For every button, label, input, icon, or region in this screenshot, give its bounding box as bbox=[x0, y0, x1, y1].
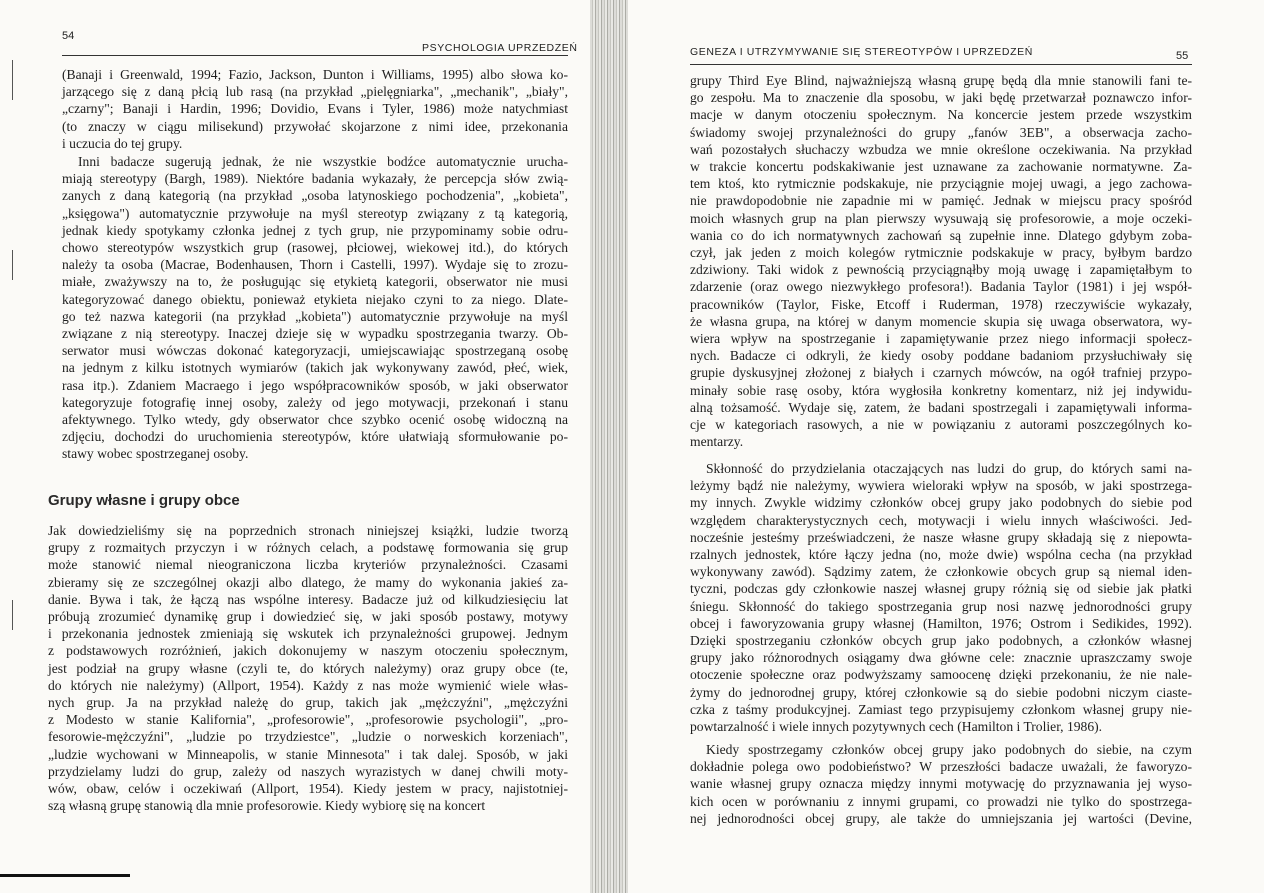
header-rule bbox=[690, 64, 1192, 65]
scan-margin-mark bbox=[12, 60, 13, 100]
paragraph: grupy Third Eye Blind, najważniejszą własną grupę będą dla mnie stanowili fani te- go zespołu. Ma to znaczenie dla sposobu, w jaki będę przetwarzał poznawczo infor- macje w danym otoczeniu społecznym. Na koncercie jestem przede wszystkim świadomy swojej przynależności do grupy „fanów 3EB", a obserwacja zacho- wań pozostałych słuchaczy wzbudza we mnie określone oczekiwania. Na przykład w trakcie koncertu podskakiwanie jest uznawane za zachowanie normatywne. Za- tem ktoś, kto rytmicznie podskakuje, nie przyciągnie mojej uwagi, a jego zachowa- nie prawdopodobnie nie zapadnie mi w pamięć. Jednak w miejscu pracy spośród moich własnych grup na plan pierwszy wysuwają się profesorowie, a moje oczeki- wania co do ich normatywnych zachowań są zupełnie inne. Dlatego gdybym zoba- czył, jak jeden z moich kolegów rytmicznie podskakuje w pracy, byłbym bardzo zdziwiony. Taki widok z pewnością przyciągnąłby moją uwagę i zapamiętałbym to zdarzenie (oraz owego niezwykłego profesora!). Badania Taylor (1981) i jej współ- pracowników (Taylor, Fiske, Etcoff i Ruderman, 1978) rzeczywiście wykazały, że własna grupa, na której w danym momencie skupia się uwaga obserwatora, wy- wiera wpływ na spostrzeganie i zapamiętywanie przez niego informacji społecz- nych. Badacze ci odkryli, że kiedy osoby poddane badaniom przysłuchiwały się grupie dyskusyjnej złożonej z białych i czarnych mówców, na ogół trafniej przypo- minały sobie rasę osoby, która wygłosiła konkretny komentarz, niż jej indywidu- alną tożsamość. Wydaje się, zatem, że badani spostrzegali i zapamiętywali informa- cje w kategoriach rasowych, a nie w powiązaniu z autorami poszczególnych ko- mentarzy. bbox=[690, 73, 1192, 450]
right-page bbox=[628, 0, 1264, 893]
scan-margin-mark bbox=[12, 600, 13, 630]
paragraph: Inni badacze sugerują jednak, że nie wszystkie bodźce automatycznie urucha- miają stereotypy (Bargh, 1989). Niektóre badania wykazały, że percepcja słów zwią- zanych z daną kategorią (na przykład „osoba latynoskiego pochodzenia", „kobieta", „księgowa") automatycznie przywołuje na myśl stereotyp związany z tą kategorią, jednak kiedy spotykamy członka jednej z tych grup, nie przypominamy sobie odru- chowo stereotypów wszystkich grup (rasowej, płciowej, wiekowej itd.), do których należy ta osoba (Macrae, Bodenhausen, Thorn i Castelli, 1997). Wydaje się to zrozu- miałe, zważywszy na to, że posługując się etykietą kategorii, obserwator nie musi kategoryzować danego obiektu, ponieważ etykieta niejako czyni to za niego. Dlate- go też nazwa kategorii (na przykład „kobieta") automatycznie przywołuje na myśl związane z nią stereotypy. Inaczej dzieje się w wypadku spostrzegania twarzy. Ob- serwator musi wówczas dokonać kategoryzacji, umiejscawiając spostrzeganą osobę na jednym z kilku istotnych wymiarów (takich jak wykonywany zawód, płeć, wiek, rasa itp.). Zdaniem Macraego i jego współpracowników sposób, w jaki obserwator kategoryzuje fotografię innej osoby, zależy od jego motywacji, przekonań i stanu afektywnego. Tylko wtedy, gdy obserwator chce szybko ocenić osobę widoczną na zdjęciu, dochodzi do uruchomienia stereotypów, które ułatwiają sformułowanie po- stawy wobec spostrzeganej osoby. bbox=[62, 154, 568, 462]
page-number: 54 bbox=[62, 30, 75, 42]
section-heading: Grupy własne i grupy obce bbox=[48, 492, 240, 509]
scan-margin-mark bbox=[12, 250, 13, 280]
paragraph: (Banaji i Greenwald, 1994; Fazio, Jackson, Dunton i Williams, 1995) albo słowa ko- jarzącego się z daną płcią lub rasą (na przykład „pielęgniarka", „mechanik", „biały", „czarny"; Banaji i Hardin, 1996; Dovidio, Evans i Tyler, 1986) może natychmiast (to znaczy w ciągu milisekund) przywołać skojarzone z nimi idee, przekonania i uczucia do tej grupy. bbox=[62, 67, 568, 151]
running-head: GENEZA I UTRZYMYWANIE SIĘ STEREOTYPÓW I UPRZEDZEŃ bbox=[690, 46, 1033, 58]
running-head: PSYCHOLOGIA UPRZEDZEŃ bbox=[422, 42, 578, 54]
paragraph: Kiedy spostrzegamy członków obcej grupy jako podobnych do siebie, na czym dokładnie polega owo podobieństwo? W przeszłości badacze uważali, że faworyzo- wanie własnej grupy oznacza między innymi motywację do przyznawania jej wyso- kich ocen w porównaniu z innymi grupami, co prowadzi nie tylko do spostrzega- nej jednorodności obcej grupy, ale także do umniejszania jej wartości (Devine, bbox=[690, 742, 1192, 826]
paragraph: Jak dowiedzieliśmy się na poprzednich stronach niniejszej książki, ludzie tworzą grupy z rozmaitych przyczyn i w różnych celach, a podstawę formowania się grup może stanowić niemal nieograniczona liczba kryteriów przynależności. Czasami zbieramy się ze szczególnej okazji albo dlatego, że mamy do wykonania jakieś za- danie. Bywa i tak, że łączą nas wspólne interesy. Badacze już od kilkudziesięciu lat próbują zrozumieć dynamikę grup i dowiedzieć się, w jaki sposób postawy, motywy i przekonania jednostek zmieniają się wskutek ich przynależności grupowej. Jednym z podstawowych rozróżnień, jakich dokonujemy w naszym otoczeniu społecznym, jest podział na grupy własne (czyli te, do których należymy) oraz grupy obce (te, do których nie należymy) (Allport, 1954). Każdy z nas może wymienić wiele włas- nych grup. Ja na przykład należę do grup, takich jak „mężczyźni", „mężczyźni z Modesto w stanie Kalifornia", „profesorowie", „profesorowie psychologii", „pro- fesorowie-mężczyźni", „ludzie po trzydziestce", „ludzie o norweskich korzeniach", „ludzie wychowani w Minneapolis, w stanie Minnesota" i tak dalej. Sposób, w jaki przydzielamy ludzi do grup, zależy od naszych wyrazistych w danej chwili moty- wów, obaw, celów i oczekiwań (Allport, 1954). Kiedy jestem w pracy, najistotniej- szą własną grupę stanowią dla mnie profesorowie. Kiedy wybiorę się na koncert bbox=[48, 523, 568, 814]
scan-edge-bar bbox=[0, 874, 130, 877]
page-number: 55 bbox=[1176, 50, 1189, 62]
header-rule bbox=[62, 55, 568, 56]
left-page bbox=[0, 0, 600, 893]
paragraph: Skłonność do przydzielania otaczających nas ludzi do grup, do których sami na- leżymy bądź nie należymy, wywiera wieloraki wpływ na sposób, w jaki spostrzega- my innych. Zwykle widzimy członków obcej grupy jako podobnych do siebie pod względem charakterystycznych cech, motywacji i wielu innych właściwości. Jed- nocześnie jesteśmy przeświadczeni, że nasze własne grupy składają się z niepowta- rzalnych jednostek, które łączy jedna (no, może dwie) wspólna cecha (na przykład wykonywany zawód). Sądzimy zatem, że członkowie obcych grup są niemal iden- tyczni, podczas gdy członkowie naszej własnej grupy różnią się od siebie jak płatki śniegu. Skłonność do takiego spostrzegania grup nosi nazwę jednorodności grupy obcej i faworyzowania grupy własnej (Hamilton, 1976; Ostrom i Sedikides, 1992). Dzięki spostrzeganiu członków obcych grup jako podobnych, a członków własnej grupy jako różnorodnych osiągamy dwa główne cele: znacznie upraszczamy swoje otoczenie społeczne oraz podwyższamy samoocenę dzięki przekonaniu, że nie nale- żymy do jednorodnej grupy, której członkowie są do siebie podobni niczym ciaste- czka z taśmy produkcyjnej. Zamiast tego przypisujemy członkom własnej grupy nie- powtarzalność i wiele innych pozytywnych cech (Hamilton i Trolier, 1986). bbox=[690, 461, 1192, 735]
